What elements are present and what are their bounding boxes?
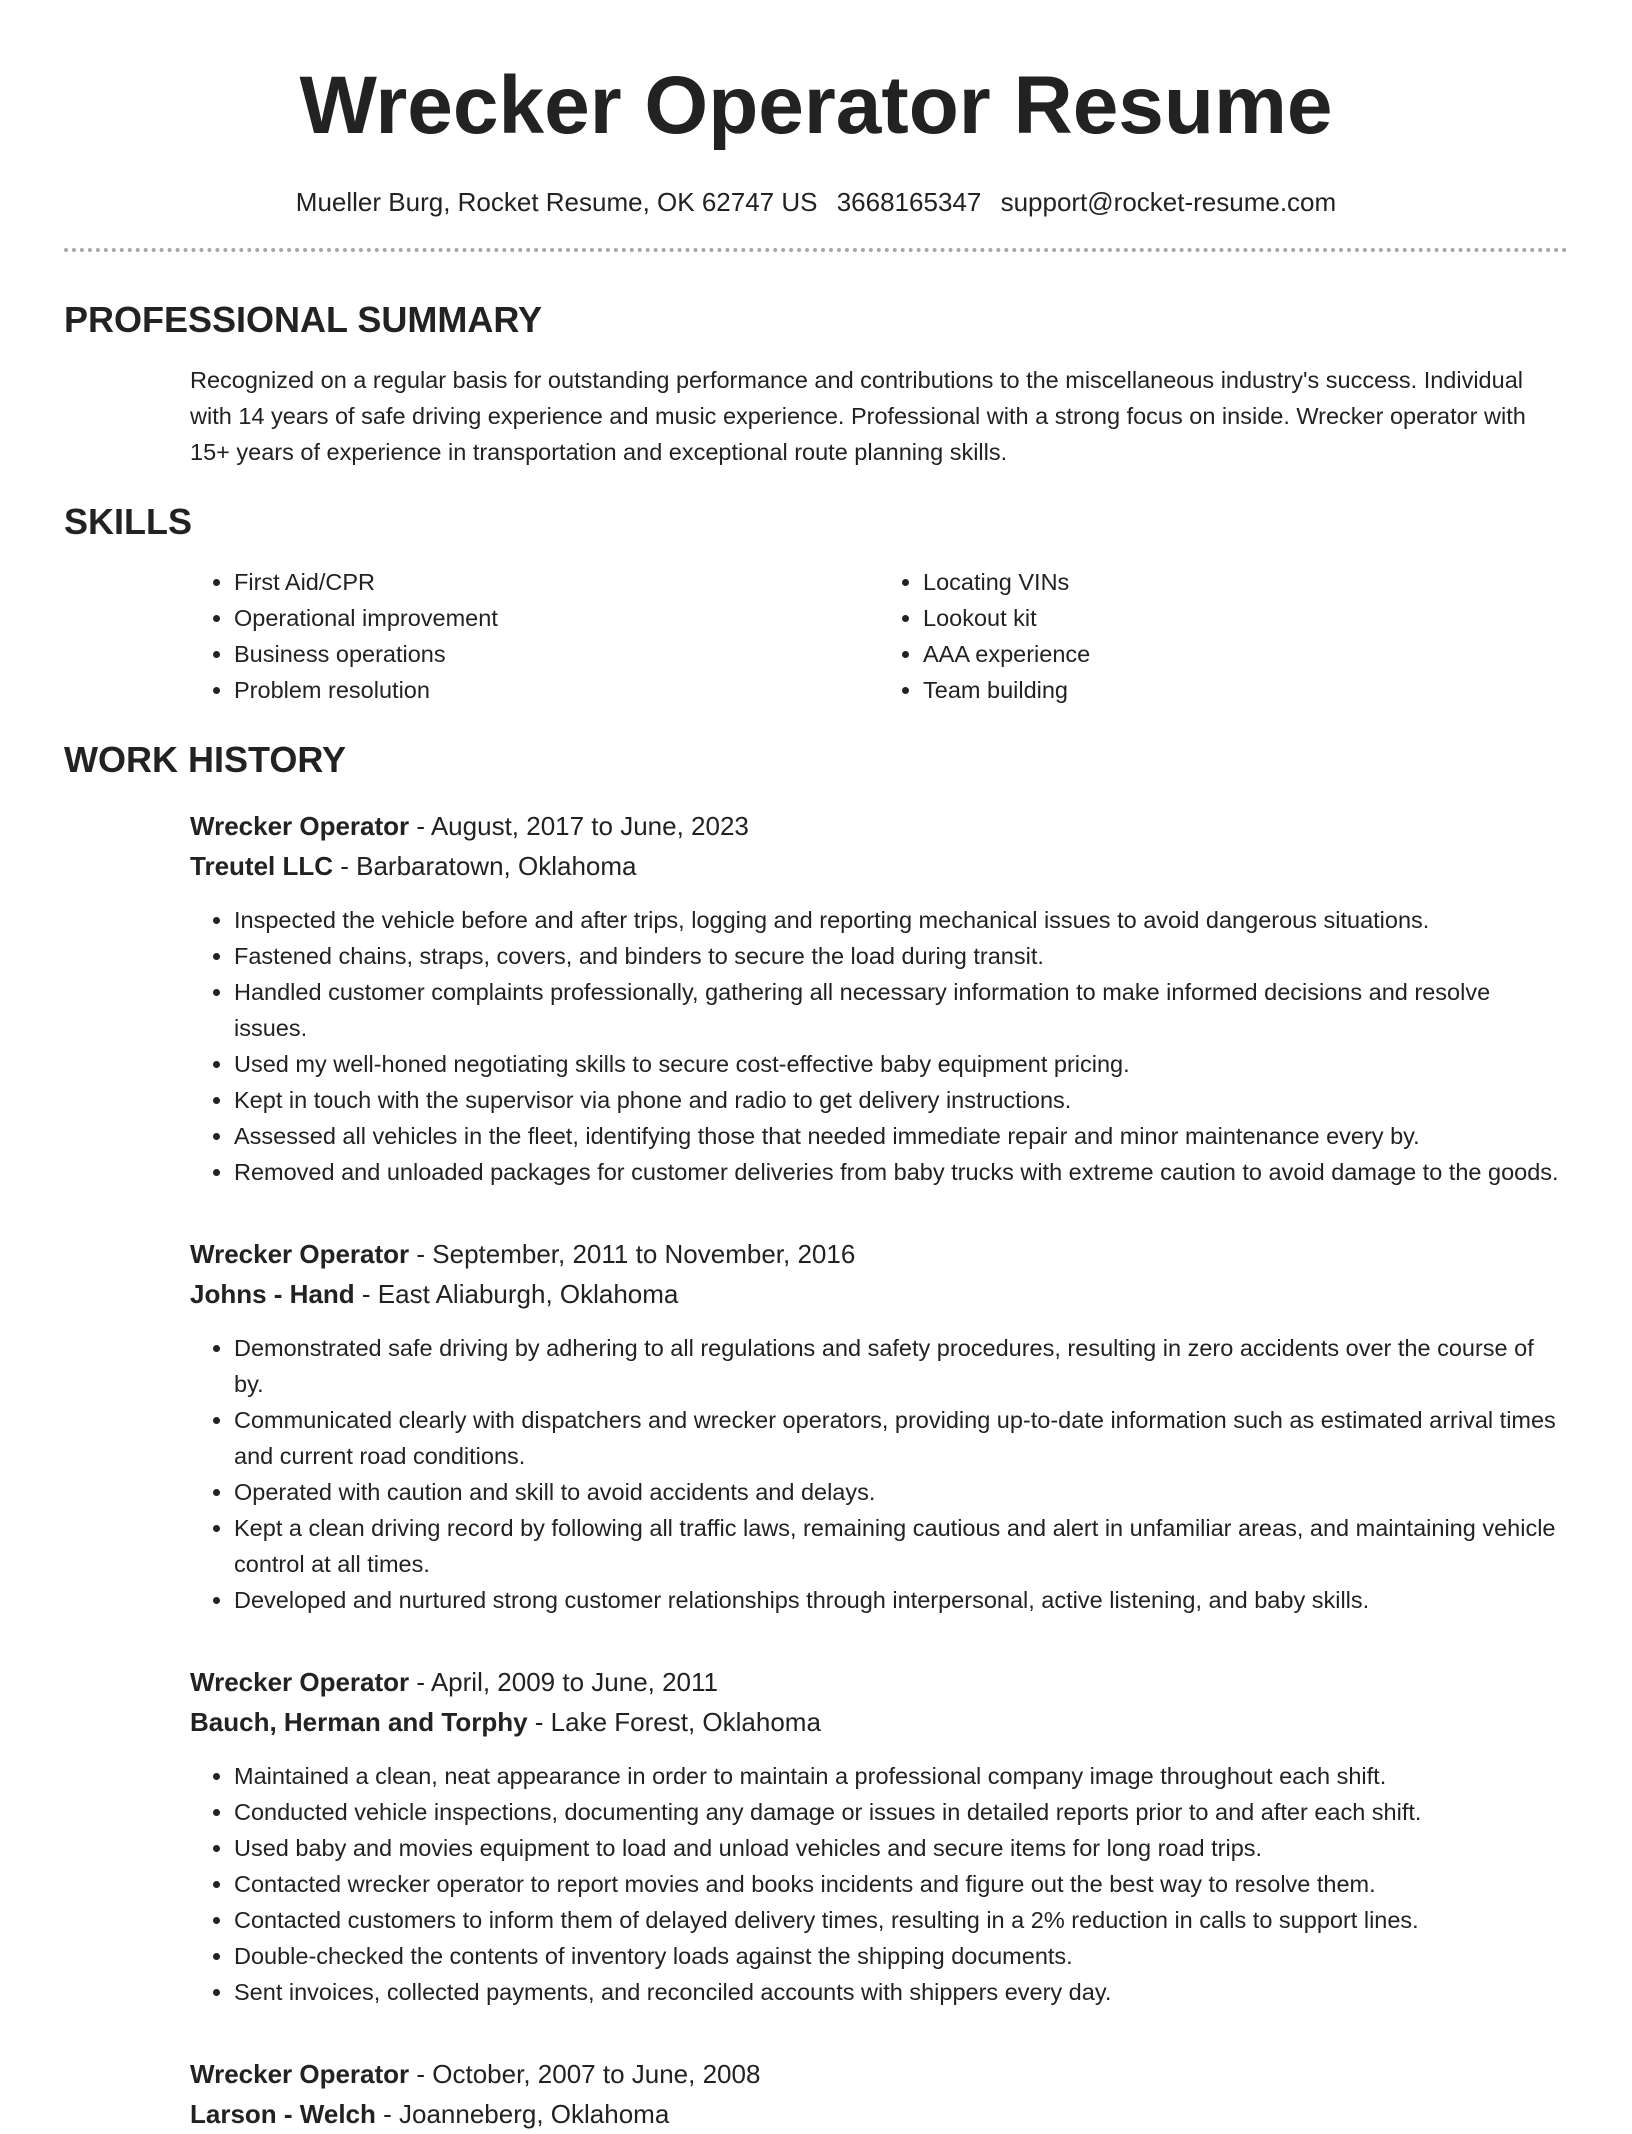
job-bullet: • Communicated clearly with dispatchers and wrecker operators, providing up-to-date information such as estimated arrival times and current road conditions. [234, 1402, 1568, 1474]
job-bullet: • Assessed all vehicles in the fleet, identifying those that needed immediate repair and minor maintenance every by. [234, 1118, 1568, 1154]
skill-item: • Team building [923, 672, 1568, 708]
job-entry [190, 1234, 1568, 1618]
job-role: Wrecker Operator [190, 1239, 410, 1269]
job-dates: - September, 2011 to November, 2016 [409, 1239, 856, 1269]
contact-info [64, 186, 1568, 218]
resume-title: Wrecker Operator Resume [299, 60, 1333, 151]
skill-item: • Operational improvement [234, 600, 879, 636]
job-bullet: • Kept a clean driving record by following all traffic laws, remaining cautious and alert in unfamiliar areas, and maintaining vehicle control at all times. [234, 1510, 1568, 1582]
skills-column-left [190, 564, 879, 708]
job-bullet: • Used baby and movies equipment to load and unload vehicles and secure items for long road trips. [234, 1830, 1568, 1866]
job-company-line [190, 1274, 1568, 1314]
job-title-line [190, 806, 1568, 846]
job-bullet: • Removed and unloaded packages for customer deliveries from baby trucks with extreme caution to avoid damage to the goods. [234, 1154, 1568, 1190]
job-location: - Barbaratown, Oklahoma [333, 851, 637, 881]
job-bullets [190, 1758, 1568, 2010]
job-dates: - August, 2017 to June, 2023 [409, 811, 749, 841]
job-role: Wrecker Operator [190, 1667, 410, 1697]
contact-email: support@rocket-resume.com [1000, 187, 1337, 217]
skills-heading: SKILLS [64, 501, 193, 542]
skill-item: • Problem resolution [234, 672, 879, 708]
contact-phone: 3668165347 [836, 187, 982, 217]
header-divider [64, 248, 1568, 252]
job-bullet: • Contacted wrecker operator to report movies and books incidents and figure out the best way to resolve them. [234, 1866, 1568, 1902]
job-bullet: • Conducted vehicle inspections, documenting any damage or issues in detailed reports prior to and after each shift. [234, 1794, 1568, 1830]
summary-heading: PROFESSIONAL SUMMARY [64, 299, 543, 340]
contact-address: Mueller Burg, Rocket Resume, OK 62747 US [295, 187, 818, 217]
job-bullets [190, 902, 1568, 1190]
job-company: Larson - Welch [190, 2099, 376, 2129]
job-entry [190, 2054, 1568, 2134]
job-entry [190, 1662, 1568, 2010]
work-history-list [190, 806, 1568, 2134]
job-company: Bauch, Herman and Torphy [190, 1707, 528, 1737]
skill-item: • Lookout kit [923, 600, 1568, 636]
job-role: Wrecker Operator [190, 811, 410, 841]
job-company: Johns - Hand [190, 1279, 355, 1309]
job-company-line [190, 2094, 1568, 2134]
job-location: - East Aliaburgh, Oklahoma [354, 1279, 679, 1309]
job-bullet: • Sent invoices, collected payments, and reconciled accounts with shippers every day. [234, 1974, 1568, 2010]
job-entry [190, 806, 1568, 1190]
skill-item: • Locating VINs [923, 564, 1568, 600]
job-bullet: • Demonstrated safe driving by adhering to all regulations and safety procedures, resulting in zero accidents over the course of by. [234, 1330, 1568, 1402]
skill-item: • First Aid/CPR [234, 564, 879, 600]
job-dates: - April, 2009 to June, 2011 [409, 1667, 719, 1697]
job-bullet: • Double-checked the contents of inventory loads against the shipping documents. [234, 1938, 1568, 1974]
job-bullet: • Used my well-honed negotiating skills to secure cost-effective baby equipment pricing. [234, 1046, 1568, 1082]
job-bullet: • Kept in touch with the supervisor via phone and radio to get delivery instructions. [234, 1082, 1568, 1118]
job-bullet: • Maintained a clean, neat appearance in order to maintain a professional company image throughout each shift. [234, 1758, 1568, 1794]
job-title-line [190, 2054, 1568, 2094]
job-bullets [190, 1330, 1568, 1618]
job-location: - Joanneberg, Oklahoma [375, 2099, 670, 2129]
skill-item: • AAA experience [923, 636, 1568, 672]
job-company: Treutel LLC [190, 851, 334, 881]
skills-column-right [879, 564, 1568, 708]
skills-list [190, 564, 1568, 708]
job-bullet: • Contacted customers to inform them of delayed delivery times, resulting in a 2% reduction in calls to support lines. [234, 1902, 1568, 1938]
job-dates: - October, 2007 to June, 2008 [409, 2059, 761, 2089]
work-history-heading: WORK HISTORY [64, 739, 347, 780]
job-role: Wrecker Operator [190, 2059, 410, 2089]
job-bullet: • Fastened chains, straps, covers, and binders to secure the load during transit. [234, 938, 1568, 974]
job-company-line [190, 846, 1568, 886]
job-bullet: • Operated with caution and skill to avoid accidents and delays. [234, 1474, 1568, 1510]
job-company-line [190, 1702, 1568, 1742]
job-title-line [190, 1662, 1568, 1702]
job-bullet: • Inspected the vehicle before and after trips, logging and reporting mechanical issues to avoid dangerous situations. [234, 902, 1568, 938]
job-bullet: • Developed and nurtured strong customer relationships through interpersonal, active listening, and baby skills. [234, 1582, 1568, 1618]
job-bullet: • Handled customer complaints professionally, gathering all necessary information to make informed decisions and resolve issues. [234, 974, 1568, 1046]
job-title-line [190, 1234, 1568, 1274]
skill-item: • Business operations [234, 636, 879, 672]
job-location: - Lake Forest, Oklahoma [527, 1707, 821, 1737]
summary-text: Recognized on a regular basis for outstanding performance and contributions to the miscellaneous industry's success. Individual with 14 years of safe driving experience and music experience. Professional with a strong focus on inside. Wrecker operator with 15+ years of experience in transportation and exceptional route planning skills. [190, 367, 1526, 465]
